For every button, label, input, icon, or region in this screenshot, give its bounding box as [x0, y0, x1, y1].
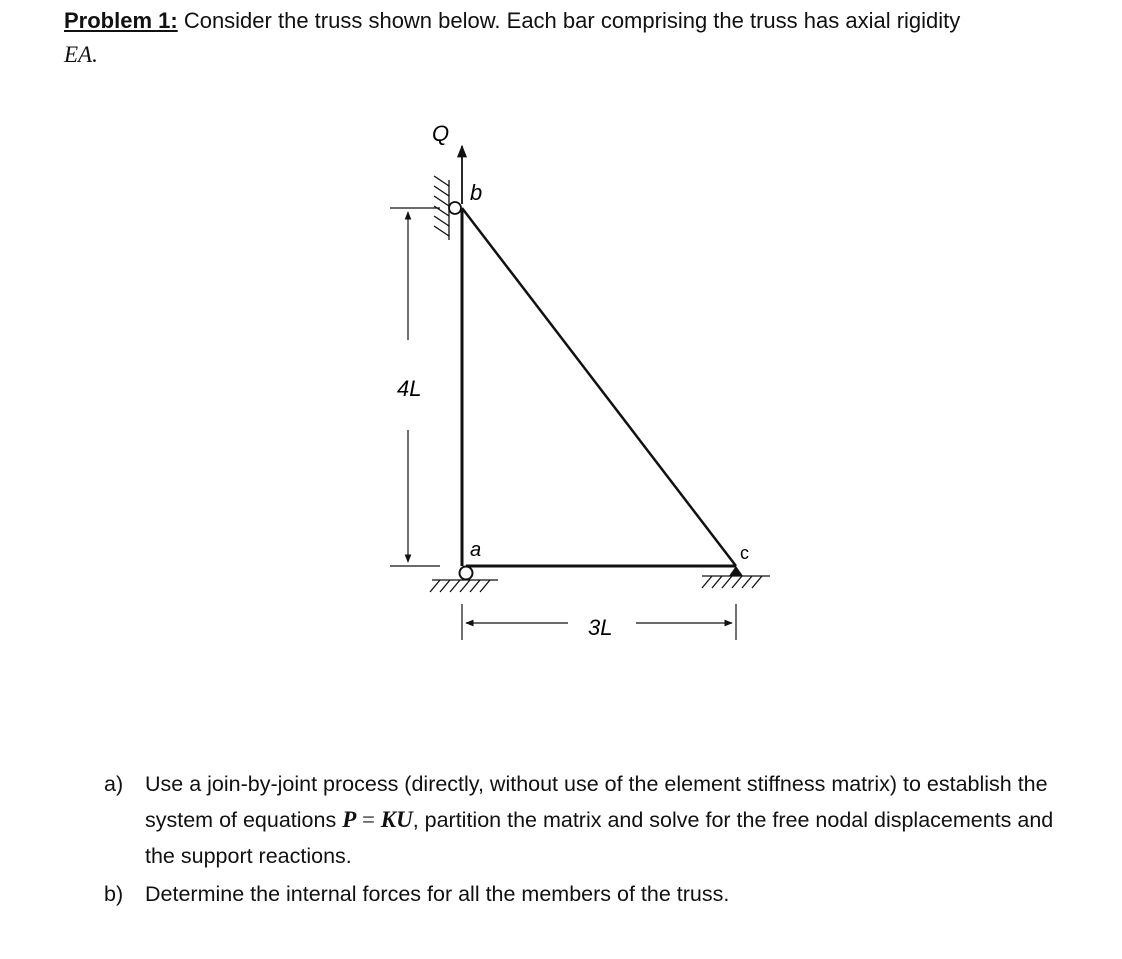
member-bc — [462, 208, 736, 566]
pin-node-a — [460, 567, 473, 580]
question-b — [104, 876, 1064, 912]
ground-support-a — [430, 580, 498, 592]
pin-node-b — [449, 202, 461, 214]
question-a-text-before: Use a join-by-joint process (directly, without use of the element stiffness matrix) to establish the system of equations — [145, 772, 1048, 832]
node-label-c: c — [740, 543, 749, 563]
load-label: Q — [432, 121, 450, 146]
equation-equals: = — [356, 807, 381, 832]
axial-rigidity: EA. — [64, 42, 98, 67]
question-b-marker: b) — [104, 882, 124, 906]
ground-support-c — [702, 576, 770, 588]
question-a-text-after: , partition the matrix and solve for the free nodal displacements and the support reactions. — [145, 808, 1054, 868]
problem-label: Problem 1: — [64, 8, 178, 33]
question-list — [104, 766, 1064, 912]
question-b-text: Determine the internal forces for all the members of the truss. — [145, 882, 730, 906]
equation-P: P — [342, 807, 357, 832]
question-a-marker: a) — [104, 772, 124, 796]
height-dimension-label: 4L — [397, 376, 422, 401]
problem-statement: Consider the truss shown below. Each bar comprising the truss has axial rigidity — [177, 8, 961, 33]
question-a — [104, 766, 1064, 874]
width-dimension-label: 3L — [588, 615, 613, 640]
node-label-b: b — [470, 180, 483, 205]
equation-KU: KU — [380, 807, 413, 832]
node-label-a: a — [470, 539, 482, 561]
